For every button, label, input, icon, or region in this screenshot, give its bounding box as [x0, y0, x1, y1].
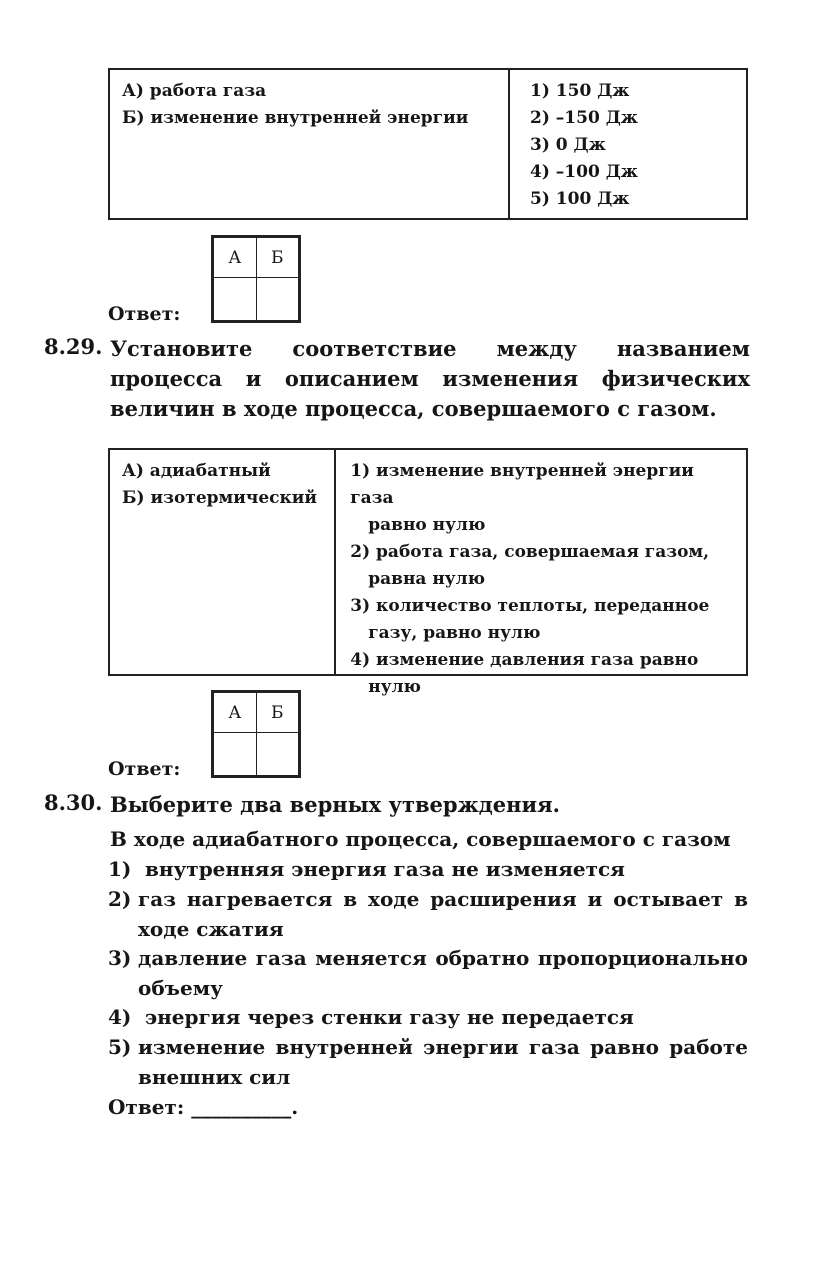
option-1-text: внутренняя энергия газа не изменяется: [144, 857, 625, 881]
option-1-number: 1): [108, 857, 132, 881]
table-1-option-2: 2) –150 Дж: [530, 108, 638, 128]
table-2-option-4-line-2: нулю: [368, 677, 421, 697]
task-8-30-option-2: [108, 884, 748, 944]
table-2-option-3-line-2: газу, равно нулю: [368, 623, 541, 643]
answer-2-grid: [211, 690, 301, 778]
task-8-29-text: Установите соответствие между названием процесса и описанием изменения физических величин в ходе процесса, совершаемого с газом.: [110, 336, 750, 421]
table-1-item-a: А) работа газа: [122, 81, 267, 101]
table-2-option-1: [350, 458, 734, 539]
answer-1-label: Ответ:: [108, 303, 181, 325]
answer-1-grid: [211, 235, 301, 323]
table-2-option-2-line-2: равна нулю: [368, 569, 486, 589]
option-3-text: давление газа меняется обратно пропорционально объему: [138, 946, 748, 1000]
table-2-option-3-line-1: количество теплоты, переданное: [376, 596, 710, 616]
task-8-30-option-1: [108, 854, 748, 884]
table-2-item-a: А) адиабатный: [122, 461, 271, 481]
option-5-text: изменение внутренней энергии газа равно работе внешних сил: [138, 1035, 748, 1089]
table-2-option-1-line-1: изменение внутренней энергии газа: [350, 461, 694, 508]
answer-1-cell-a[interactable]: [214, 278, 257, 321]
answer-2-cell-a[interactable]: [214, 733, 257, 776]
answer-1-header-a: А: [214, 238, 257, 278]
table-1-option-3: 3) 0 Дж: [530, 135, 606, 155]
table-2-item-b: Б) изотермический: [122, 488, 318, 508]
answer-1-header-b: Б: [256, 238, 299, 278]
table-1-item-b: Б) изменение внутренней энергии: [122, 108, 469, 128]
option-2-text: газ нагревается в ходе расширения и остывает в ходе сжатия: [138, 887, 748, 941]
task-8-29-number: 8.29.: [44, 334, 103, 359]
option-2-number: 2): [108, 887, 132, 911]
table-2-option-1-line-2: равно нулю: [368, 515, 486, 535]
table-2-option-4: [350, 647, 734, 701]
task-8-30-option-5: [108, 1032, 748, 1092]
matching-table-2: [108, 448, 748, 697]
table-1-right-column: [510, 70, 658, 218]
option-3-number: 3): [108, 946, 132, 970]
task-8-30-option-3: [108, 943, 748, 1003]
answer-2-header-a: А: [214, 693, 257, 733]
answer-1-cell-b[interactable]: [256, 278, 299, 321]
task-8-30-number: 8.30.: [44, 790, 103, 815]
task-8-30-answer: [108, 1092, 298, 1122]
table-1-option-5: 5) 100 Дж: [530, 189, 630, 209]
table-2-right-column: [336, 450, 746, 697]
answer-2-header-b: Б: [256, 693, 299, 733]
option-4-text: энергия через стенки газу не передается: [144, 1005, 634, 1029]
answer-3-label: Ответ:: [108, 1095, 185, 1119]
table-2-option-2: [350, 539, 734, 593]
table-1-option-4: 4) –100 Дж: [530, 162, 638, 182]
task-8-30-option-4: [108, 1002, 748, 1032]
table-2-left-column: [110, 450, 336, 674]
table-1-option-1: 1) 150 Дж: [530, 81, 630, 101]
table-2-option-4-num: 4): [350, 650, 371, 670]
table-2-option-4-line-1: изменение давления газа равно: [376, 650, 699, 670]
table-1-left-column: [110, 70, 510, 218]
table-2-option-3: [350, 593, 734, 647]
matching-table-1: [108, 68, 748, 220]
answer-3-blank[interactable]: __________.: [191, 1095, 299, 1119]
answer-2-label: Ответ:: [108, 758, 181, 780]
table-2-option-1-num: 1): [350, 461, 371, 481]
option-4-number: 4): [108, 1005, 132, 1029]
answer-2-cell-b[interactable]: [256, 733, 299, 776]
task-8-30-intro: В ходе адиабатного процесса, совершаемого с газом: [110, 827, 731, 851]
table-2-option-2-num: 2): [350, 542, 371, 562]
task-8-30-title: Выберите два верных утверждения.: [110, 792, 560, 817]
table-2-option-3-num: 3): [350, 596, 371, 616]
option-5-number: 5): [108, 1035, 132, 1059]
table-2-option-2-line-1: работа газа, совершаемая газом,: [376, 542, 710, 562]
